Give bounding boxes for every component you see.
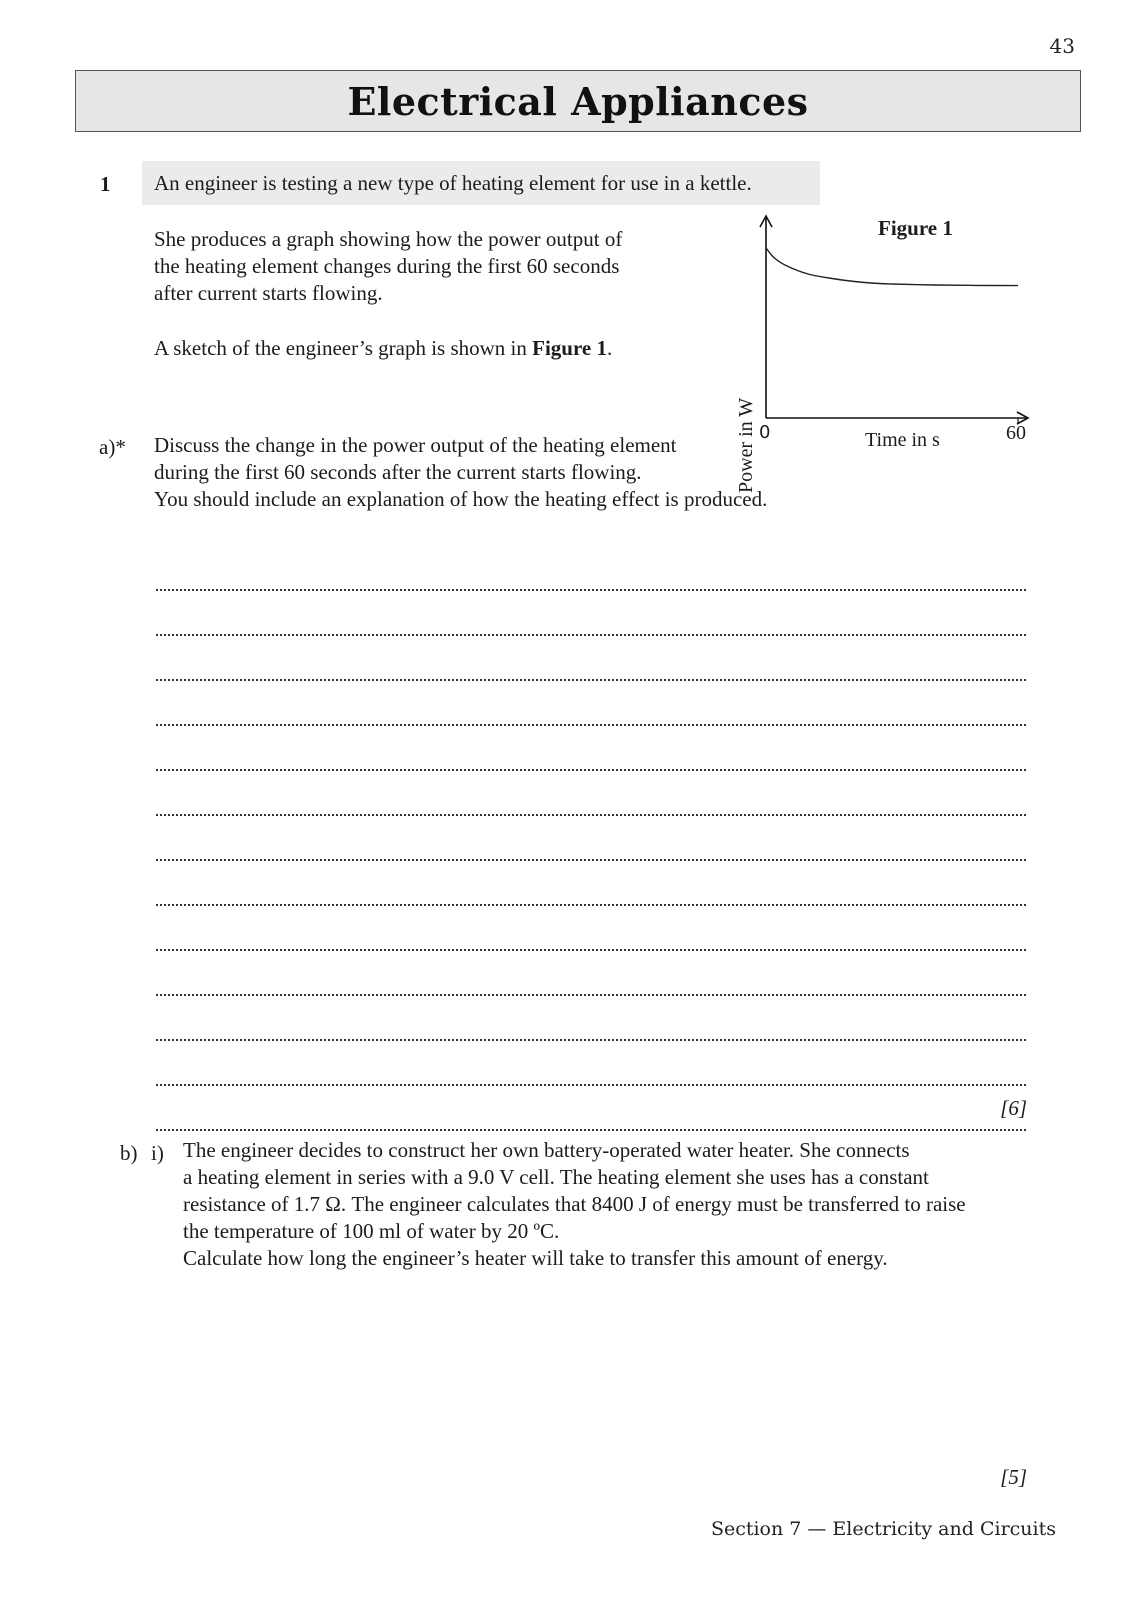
answer-line[interactable] [156, 681, 1026, 726]
part-b-line: a heating element in series with a 9.0 V cell. The heating element she uses has a constant [183, 1165, 929, 1189]
question-context [154, 226, 674, 307]
answer-line[interactable] [156, 1041, 1026, 1086]
part-a-line: during the first 60 seconds after the current starts flowing. [154, 460, 642, 484]
answer-line[interactable] [156, 636, 1026, 681]
section-footer: Section 7 — Electricity and Circuits [710, 1518, 1056, 1540]
answer-line[interactable] [156, 771, 1026, 816]
part-a-label: a)* [99, 435, 126, 459]
answer-line[interactable] [156, 996, 1026, 1041]
context-line: She produces a graph showing how the power output of [154, 227, 623, 251]
y-axis-label: Power in W [735, 397, 757, 493]
answer-line[interactable] [156, 906, 1026, 951]
answer-line[interactable] [156, 951, 1026, 996]
part-b-i-label: i) [151, 1141, 164, 1165]
part-a-line: You should include an explanation of how the heating effect is produced. [154, 487, 768, 511]
figure-reference [154, 335, 612, 362]
part-b-marks: [5] [1000, 1465, 1027, 1489]
context-line: after current starts flowing. [154, 281, 383, 305]
part-b-line: The engineer decides to construct her own battery-operated water heater. She connects [183, 1138, 910, 1162]
answer-line[interactable] [156, 861, 1026, 906]
figure-1 [728, 200, 1058, 493]
question-intro: An engineer is testing a new type of heating element for use in a kettle. [142, 161, 820, 205]
part-b-line: resistance of 1.7 Ω. The engineer calculates that 8400 J of energy must be transferred to raise [183, 1192, 966, 1216]
part-a-question [154, 432, 767, 513]
part-b-i-question [183, 1137, 1043, 1272]
answer-line[interactable] [156, 726, 1026, 771]
x-axis-label: Time in s [865, 429, 940, 451]
power-curve [766, 248, 1018, 286]
part-b-line: Calculate how long the engineer’s heater will take to transfer this amount of energy. [183, 1246, 888, 1270]
answer-line[interactable] [156, 546, 1026, 591]
part-a-marks: [6] [1000, 1096, 1027, 1120]
part-b-line: the temperature of 100 ml of water by 20 ºC. [183, 1219, 560, 1243]
figure-title: Figure 1 [878, 216, 953, 240]
figure-reference-text: A sketch of the engineer’s graph is shown in [154, 336, 533, 360]
part-a-answer-area[interactable] [156, 546, 1026, 1131]
part-b-label: b) [120, 1141, 138, 1165]
title-banner [75, 70, 1081, 132]
x-tick-label-60: 60 [1006, 422, 1026, 444]
answer-line[interactable] [156, 816, 1026, 861]
part-a-line: Discuss the change in the power output of the heating element [154, 433, 677, 457]
page-title: Electrical Appliances [347, 78, 809, 124]
figure-reference-bold: Figure 1 [532, 336, 607, 360]
answer-line[interactable] [156, 1086, 1026, 1131]
question-number: 1 [100, 172, 111, 196]
page-number: 43 [1049, 34, 1075, 58]
x-tick-label-0: 0 [759, 422, 771, 443]
context-line: the heating element changes during the first 60 seconds [154, 254, 620, 278]
figure-reference-end: . [606, 336, 613, 360]
answer-line[interactable] [156, 591, 1026, 636]
